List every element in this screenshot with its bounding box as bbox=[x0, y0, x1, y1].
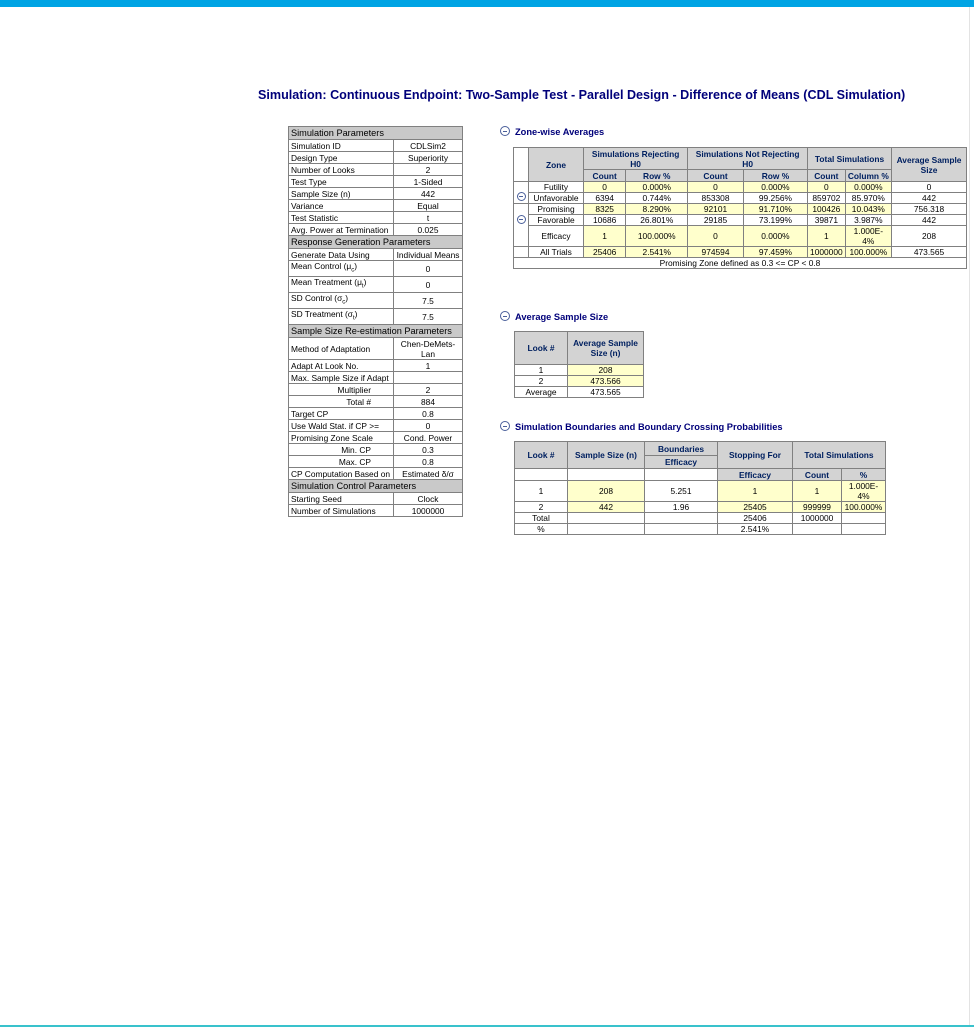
zone-cell: 1 bbox=[584, 226, 626, 247]
param-label: Multiplier bbox=[289, 384, 394, 396]
zone-table bbox=[513, 147, 967, 269]
col-header: Row % bbox=[743, 170, 807, 182]
zone-toggle-cell bbox=[514, 204, 529, 215]
col-header: Efficacy bbox=[645, 456, 718, 469]
param-label: Simulation ID bbox=[289, 140, 394, 152]
col-header-blank bbox=[568, 469, 645, 481]
param-label: CP Computation Based on bbox=[289, 468, 394, 480]
param-value: Equal bbox=[394, 200, 463, 212]
zone-cell: 2.541% bbox=[626, 247, 688, 258]
param-row bbox=[289, 188, 463, 200]
param-label: Adapt At Look No. bbox=[289, 360, 394, 372]
avgss-cell: 208 bbox=[568, 365, 644, 376]
zone-cell: Favorable bbox=[529, 215, 584, 226]
zone-cell: Promising bbox=[529, 204, 584, 215]
zone-cell: 25406 bbox=[584, 247, 626, 258]
param-value: Cond. Power bbox=[394, 432, 463, 444]
param-row bbox=[289, 200, 463, 212]
zone-cell: 91.710% bbox=[743, 204, 807, 215]
table-row bbox=[514, 204, 967, 215]
col-header: Simulations Rejecting H0 bbox=[584, 148, 688, 170]
param-label: Starting Seed bbox=[289, 493, 394, 505]
bounds-cell: 208 bbox=[568, 481, 645, 502]
param-row bbox=[289, 338, 463, 360]
avgss-cell: 473.565 bbox=[568, 387, 644, 398]
parameters-table bbox=[288, 126, 463, 517]
avgss-cell: 473.566 bbox=[568, 376, 644, 387]
table-row bbox=[514, 193, 967, 204]
zone-cell: 10686 bbox=[584, 215, 626, 226]
zone-cell: 208 bbox=[892, 226, 967, 247]
col-header: Zone bbox=[529, 148, 584, 182]
avgss-cell: 2 bbox=[515, 376, 568, 387]
zone-cell: 853308 bbox=[688, 193, 744, 204]
param-label: Avg. Power at Termination bbox=[289, 224, 394, 236]
zone-cell: 99.256% bbox=[743, 193, 807, 204]
zone-cell: 756.318 bbox=[892, 204, 967, 215]
param-label: Max. CP bbox=[289, 456, 394, 468]
zone-cell: 6394 bbox=[584, 193, 626, 204]
col-header: Total Simulations bbox=[808, 148, 892, 170]
param-row bbox=[289, 408, 463, 420]
zone-cell: 0.000% bbox=[743, 182, 807, 193]
param-value: 884 bbox=[394, 396, 463, 408]
param-row bbox=[289, 505, 463, 517]
table-row bbox=[515, 513, 886, 524]
zone-cell: 1 bbox=[808, 226, 846, 247]
bounds-cell: 5.251 bbox=[645, 481, 718, 502]
param-value: 2 bbox=[394, 384, 463, 396]
sim-control-header: Simulation Control Parameters bbox=[289, 480, 463, 493]
zone-cell: 0.000% bbox=[845, 182, 891, 193]
sim-params-header: Simulation Parameters bbox=[289, 127, 463, 140]
zone-cell: 39871 bbox=[808, 215, 846, 226]
collapse-icon[interactable] bbox=[500, 126, 510, 136]
zone-note: Promising Zone defined as 0.3 <= CP < 0.8 bbox=[514, 258, 967, 269]
param-row bbox=[289, 212, 463, 224]
param-value: 0.025 bbox=[394, 224, 463, 236]
zone-cell: 8.290% bbox=[626, 204, 688, 215]
bottom-accent-bar bbox=[0, 1025, 974, 1027]
param-row bbox=[289, 468, 463, 480]
param-label: Max. Sample Size if Adapt bbox=[289, 372, 394, 384]
param-value: Superiority bbox=[394, 152, 463, 164]
param-row bbox=[289, 277, 463, 293]
param-label: Target CP bbox=[289, 408, 394, 420]
bounds-cell bbox=[793, 524, 842, 535]
table-row bbox=[514, 226, 967, 247]
param-value: t bbox=[394, 212, 463, 224]
bounds-cell: % bbox=[515, 524, 568, 535]
zone-cell: 0 bbox=[584, 182, 626, 193]
bounds-cell: 1.000E-4% bbox=[842, 481, 886, 502]
zone-cell: Futility bbox=[529, 182, 584, 193]
param-label: Generate Data Using bbox=[289, 249, 394, 261]
table-row bbox=[514, 182, 967, 193]
bounds-cell bbox=[645, 524, 718, 535]
zone-cell: 1.000E-4% bbox=[845, 226, 891, 247]
col-header: Count bbox=[808, 170, 846, 182]
param-value: 7.5 bbox=[394, 309, 463, 325]
zone-cell: 0 bbox=[808, 182, 846, 193]
col-header: Column % bbox=[845, 170, 891, 182]
bounds-cell: 2.541% bbox=[718, 524, 793, 535]
zone-cell: 1000000 bbox=[808, 247, 846, 258]
col-header: Sample Size (n) bbox=[568, 442, 645, 469]
zone-toggle-cell bbox=[514, 247, 529, 258]
table-row bbox=[515, 387, 644, 398]
collapse-icon[interactable] bbox=[500, 421, 510, 431]
right-divider bbox=[969, 7, 970, 1025]
param-value: Clock bbox=[394, 493, 463, 505]
col-header: Count bbox=[688, 170, 744, 182]
zone-toggle-col bbox=[514, 148, 529, 182]
zone-cell: 73.199% bbox=[743, 215, 807, 226]
avgss-cell: 1 bbox=[515, 365, 568, 376]
zone-cell: 859702 bbox=[808, 193, 846, 204]
param-value: 7.5 bbox=[394, 293, 463, 309]
bounds-cell bbox=[645, 513, 718, 524]
zone-cell: 97.459% bbox=[743, 247, 807, 258]
param-row bbox=[289, 309, 463, 325]
zone-cell: All Trials bbox=[529, 247, 584, 258]
zone-cell: 0 bbox=[892, 182, 967, 193]
param-value: 0 bbox=[394, 261, 463, 277]
collapse-icon[interactable] bbox=[500, 311, 510, 321]
param-row bbox=[289, 176, 463, 188]
param-row bbox=[289, 261, 463, 277]
param-value: Estimated δ/σ bbox=[394, 468, 463, 480]
bounds-heading-text: Simulation Boundaries and Boundary Crossing Probabilities bbox=[515, 422, 783, 432]
table-row bbox=[514, 247, 967, 258]
bounds-cell bbox=[568, 513, 645, 524]
zone-cell: 10.043% bbox=[845, 204, 891, 215]
zone-cell: Efficacy bbox=[529, 226, 584, 247]
param-row bbox=[289, 420, 463, 432]
table-row bbox=[515, 365, 644, 376]
bounds-cell: 999999 bbox=[793, 502, 842, 513]
param-label: Number of Looks bbox=[289, 164, 394, 176]
param-row bbox=[289, 164, 463, 176]
zone-cell: 0.000% bbox=[743, 226, 807, 247]
param-label: Mean Control $(\mu_c)$ bbox=[289, 261, 394, 277]
avgss-section-heading[interactable] bbox=[500, 311, 608, 322]
zone-cell: 100426 bbox=[808, 204, 846, 215]
bounds-cell: 25406 bbox=[718, 513, 793, 524]
bounds-cell: 25405 bbox=[718, 502, 793, 513]
zone-cell: 0.744% bbox=[626, 193, 688, 204]
collapse-icon[interactable] bbox=[517, 192, 526, 201]
param-value bbox=[394, 372, 463, 384]
zone-cell: 8325 bbox=[584, 204, 626, 215]
param-value: 0 bbox=[394, 277, 463, 293]
param-row bbox=[289, 384, 463, 396]
zone-cell: 473.565 bbox=[892, 247, 967, 258]
param-label: Promising Zone Scale bbox=[289, 432, 394, 444]
param-row bbox=[289, 493, 463, 505]
col-header: Count bbox=[793, 469, 842, 481]
param-row bbox=[289, 456, 463, 468]
param-value: 0.3 bbox=[394, 444, 463, 456]
param-value: 442 bbox=[394, 188, 463, 200]
param-label: Use Wald Stat. if CP >= bbox=[289, 420, 394, 432]
zone-toggle-cell[interactable] bbox=[514, 215, 529, 247]
zone-cell: 100.000% bbox=[626, 226, 688, 247]
zone-cell: Unfavorable bbox=[529, 193, 584, 204]
param-value: Individual Means bbox=[394, 249, 463, 261]
zone-cell: 92101 bbox=[688, 204, 744, 215]
param-label: Test Type bbox=[289, 176, 394, 188]
bounds-section-heading[interactable] bbox=[500, 421, 783, 432]
param-row bbox=[289, 293, 463, 309]
param-label: Method of Adaptation bbox=[289, 338, 394, 360]
top-accent-bar bbox=[0, 0, 974, 7]
bounds-cell: 100.000% bbox=[842, 502, 886, 513]
bounds-cell bbox=[568, 524, 645, 535]
table-row bbox=[515, 481, 886, 502]
bounds-cell bbox=[842, 524, 886, 535]
collapse-icon[interactable] bbox=[517, 215, 526, 224]
col-header: Boundaries bbox=[645, 442, 718, 456]
col-header: Average Sample Size (n) bbox=[568, 332, 644, 365]
zone-cell: 442 bbox=[892, 215, 967, 226]
bounds-cell bbox=[842, 513, 886, 524]
col-header: Look # bbox=[515, 332, 568, 365]
param-value: 0.8 bbox=[394, 408, 463, 420]
zone-section-heading[interactable] bbox=[500, 126, 604, 137]
param-row bbox=[289, 140, 463, 152]
param-value: 0 bbox=[394, 420, 463, 432]
col-header: Simulations Not Rejecting H0 bbox=[688, 148, 808, 170]
page-title: Simulation: Continuous Endpoint: Two-Sample Test - Parallel Design - Difference of Means (CDL Simulation) bbox=[258, 88, 906, 102]
col-header-blank bbox=[645, 469, 718, 481]
param-label: Design Type bbox=[289, 152, 394, 164]
zone-cell: 0 bbox=[688, 226, 744, 247]
param-value: 1000000 bbox=[394, 505, 463, 517]
col-header: Look # bbox=[515, 442, 568, 469]
zone-toggle-cell[interactable] bbox=[514, 182, 529, 204]
zone-cell: 3.987% bbox=[845, 215, 891, 226]
param-row bbox=[289, 396, 463, 408]
param-row bbox=[289, 360, 463, 372]
param-label: SD Treatment $(\sigma_t)$ bbox=[289, 309, 394, 325]
bounds-cell: 1 bbox=[793, 481, 842, 502]
param-label: SD Control $(\sigma_c)$ bbox=[289, 293, 394, 309]
bounds-cell: 1000000 bbox=[793, 513, 842, 524]
col-header: Total Simulations bbox=[793, 442, 886, 469]
param-row bbox=[289, 372, 463, 384]
zone-cell: 442 bbox=[892, 193, 967, 204]
param-row bbox=[289, 224, 463, 236]
bounds-cell: 1 bbox=[718, 481, 793, 502]
avgss-table bbox=[514, 331, 644, 398]
param-row bbox=[289, 444, 463, 456]
table-row bbox=[514, 215, 967, 226]
param-value: Chen-DeMets-Lan bbox=[394, 338, 463, 360]
zone-cell: 26.801% bbox=[626, 215, 688, 226]
table-row bbox=[515, 376, 644, 387]
zone-cell: 0 bbox=[688, 182, 744, 193]
param-row bbox=[289, 249, 463, 261]
resp-gen-header: Response Generation Parameters bbox=[289, 236, 463, 249]
param-value: 1 bbox=[394, 360, 463, 372]
col-header: Row % bbox=[626, 170, 688, 182]
table-row bbox=[515, 502, 886, 513]
col-header: % bbox=[842, 469, 886, 481]
avgss-heading-text: Average Sample Size bbox=[515, 312, 609, 322]
zone-cell: 29185 bbox=[688, 215, 744, 226]
table-row bbox=[515, 524, 886, 535]
col-header: Average Sample Size bbox=[892, 148, 967, 182]
param-label: Total # bbox=[289, 396, 394, 408]
zone-heading-text: Zone-wise Averages bbox=[515, 127, 605, 137]
param-label: Number of Simulations bbox=[289, 505, 394, 517]
col-header: Efficacy bbox=[718, 469, 793, 481]
param-label: Variance bbox=[289, 200, 394, 212]
bounds-cell: Total bbox=[515, 513, 568, 524]
param-label: Min. CP bbox=[289, 444, 394, 456]
param-value: 0.8 bbox=[394, 456, 463, 468]
bounds-cell: 1.96 bbox=[645, 502, 718, 513]
param-label: Sample Size (n) bbox=[289, 188, 394, 200]
col-header: Count bbox=[584, 170, 626, 182]
param-row bbox=[289, 152, 463, 164]
bounds-cell: 442 bbox=[568, 502, 645, 513]
zone-cell: 974594 bbox=[688, 247, 744, 258]
col-header-blank bbox=[515, 469, 568, 481]
param-value: 2 bbox=[394, 164, 463, 176]
col-header: Stopping For bbox=[718, 442, 793, 469]
param-label: Test Statistic bbox=[289, 212, 394, 224]
zone-cell: 0.000% bbox=[626, 182, 688, 193]
param-label: Mean Treatment $(\mu_t)$ bbox=[289, 277, 394, 293]
ssr-header: Sample Size Re-estimation Parameters bbox=[289, 325, 463, 338]
zone-cell: 85.970% bbox=[845, 193, 891, 204]
param-value: 1-Sided bbox=[394, 176, 463, 188]
zone-cell: 100.000% bbox=[845, 247, 891, 258]
param-value: CDLSim2 bbox=[394, 140, 463, 152]
bounds-table bbox=[514, 441, 886, 535]
bounds-cell: 1 bbox=[515, 481, 568, 502]
bounds-cell: 2 bbox=[515, 502, 568, 513]
avgss-cell: Average bbox=[515, 387, 568, 398]
param-row bbox=[289, 432, 463, 444]
